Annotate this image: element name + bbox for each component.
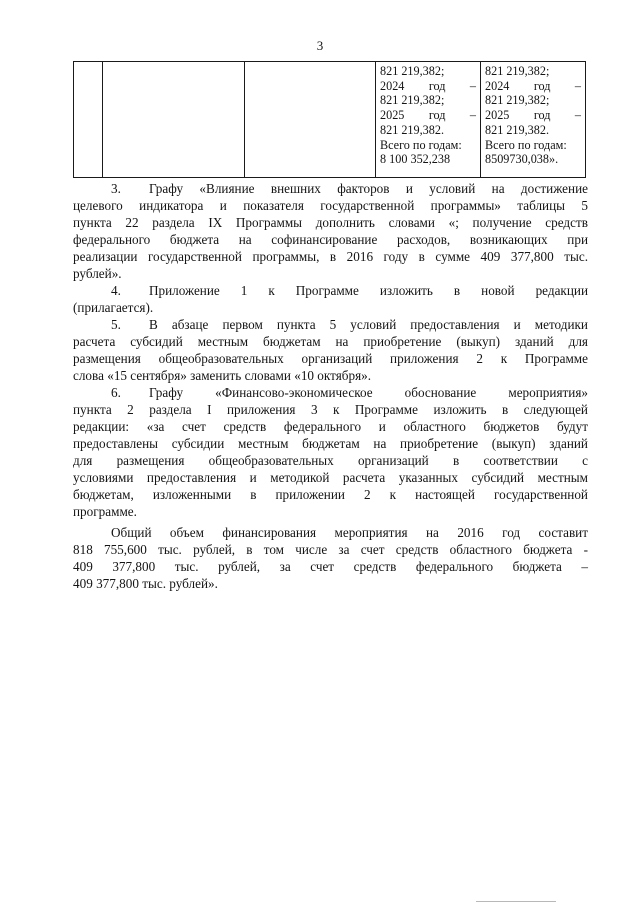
item-3-paragraph (73, 180, 588, 282)
table-cell-line: Всего по годам: (380, 137, 462, 152)
paragraph-line: размещения общеобразовательных организаций приложения 2 к Программе (73, 351, 588, 366)
paragraph-line: 409 377,800 тыс. рублей, за счет средств федерального бюджета – (73, 559, 588, 574)
table-cell-line: 2025 год – (485, 108, 581, 123)
table-cell-line: 821 219,382. (380, 122, 444, 137)
paragraph-line: пункта 2 раздела I приложения 3 к Программе изложить в следующей (73, 402, 588, 417)
item-4-paragraph (73, 282, 588, 316)
table-cell-empty (245, 62, 376, 178)
paragraph-text: Графу «Финансово-экономическое обоснование мероприятия» (149, 385, 588, 400)
item-6-paragraph (73, 384, 588, 520)
item-number: 5. (111, 317, 121, 332)
paragraph-line (73, 384, 588, 401)
paragraph-text: Графу «Влияние внешних факторов и условий на достижение (149, 181, 588, 196)
paragraph-line (73, 316, 588, 333)
table-cell-empty (74, 62, 103, 178)
paragraph-line: федерального бюджета на софинансирование расходов, возникающих при (73, 232, 588, 247)
paragraph-text: В абзаце первом пункта 5 условий предоставления и методики (149, 317, 588, 332)
table-cell-empty (103, 62, 245, 178)
paragraph-line: 818 755,600 тыс. рублей, в том числе за счет средств областного бюджета - (73, 542, 588, 557)
paragraph-line: редакции: «за счет средств федерального и областного бюджетов будут (73, 419, 588, 434)
table-cell-line: 821 219,382; (380, 93, 445, 108)
scan-artifact-line (476, 901, 556, 902)
page-number: 3 (316, 38, 324, 53)
table-cell-line: 821 219,382. (485, 122, 549, 137)
paragraph-line (73, 282, 588, 299)
financing-table (73, 61, 586, 178)
financing-total-paragraph (73, 524, 588, 592)
paragraph-line: предоставлены субсидии местным бюджетам на приобретение (выкуп) зданий (73, 436, 588, 451)
table-cell-new-values (481, 62, 586, 178)
paragraph-line: расчета субсидий местным бюджетам на приобретение (выкуп) зданий для (73, 334, 588, 349)
paragraph-line: бюджетам, изложенными в приложении 2 к настоящей государственной (73, 487, 588, 502)
item-number: 6. (111, 385, 121, 400)
paragraph-line: программе. (73, 504, 137, 519)
paragraph-line: пункта 22 раздела IX Программы дополнить словами «; получение средств (73, 215, 588, 230)
item-number: 3. (111, 181, 121, 196)
table-row (74, 62, 586, 178)
paragraph-line: для размещения общеобразовательных организаций в соответствии с (73, 453, 588, 468)
paragraph-line: (прилагается). (73, 300, 154, 315)
table-cell-line: 8509730,038». (485, 152, 559, 167)
table-cell-line: 8 100 352,238 (380, 152, 451, 167)
table-cell-line: 821 219,382; (485, 64, 550, 78)
table-cell-old-values (376, 62, 481, 178)
paragraph-line: реализации государственной программы, в 2016 году в сумме 409 377,800 тыс. (73, 249, 588, 264)
paragraph-line: рублей». (73, 266, 122, 281)
paragraph-line: условиями предоставления и методикой расчета указанных субсидий местным (73, 470, 588, 485)
paragraph-text: Приложение 1 к Программе изложить в новой редакции (149, 283, 588, 298)
table-cell-line: Всего по годам: (485, 137, 567, 152)
table-cell-line: 821 219,382; (380, 64, 445, 78)
paragraph-line (73, 180, 588, 197)
paragraph-line: целевого индикатора и показателя государственной программы» таблицы 5 (73, 198, 588, 213)
table-cell-line: 2024 год – (485, 78, 581, 93)
table-cell-line: 2025 год – (380, 108, 476, 123)
item-5-paragraph (73, 316, 588, 384)
paragraph-line: Общий объем финансирования мероприятия на 2016 год составит (111, 525, 588, 540)
item-number: 4. (111, 283, 121, 298)
paragraph-line: 409 377,800 тыс. рублей». (73, 576, 218, 591)
table-cell-line: 821 219,382; (485, 93, 550, 108)
paragraph-line: слова «15 сентября» заменить словами «10 октября». (73, 368, 372, 383)
table-cell-line: 2024 год – (380, 78, 476, 93)
